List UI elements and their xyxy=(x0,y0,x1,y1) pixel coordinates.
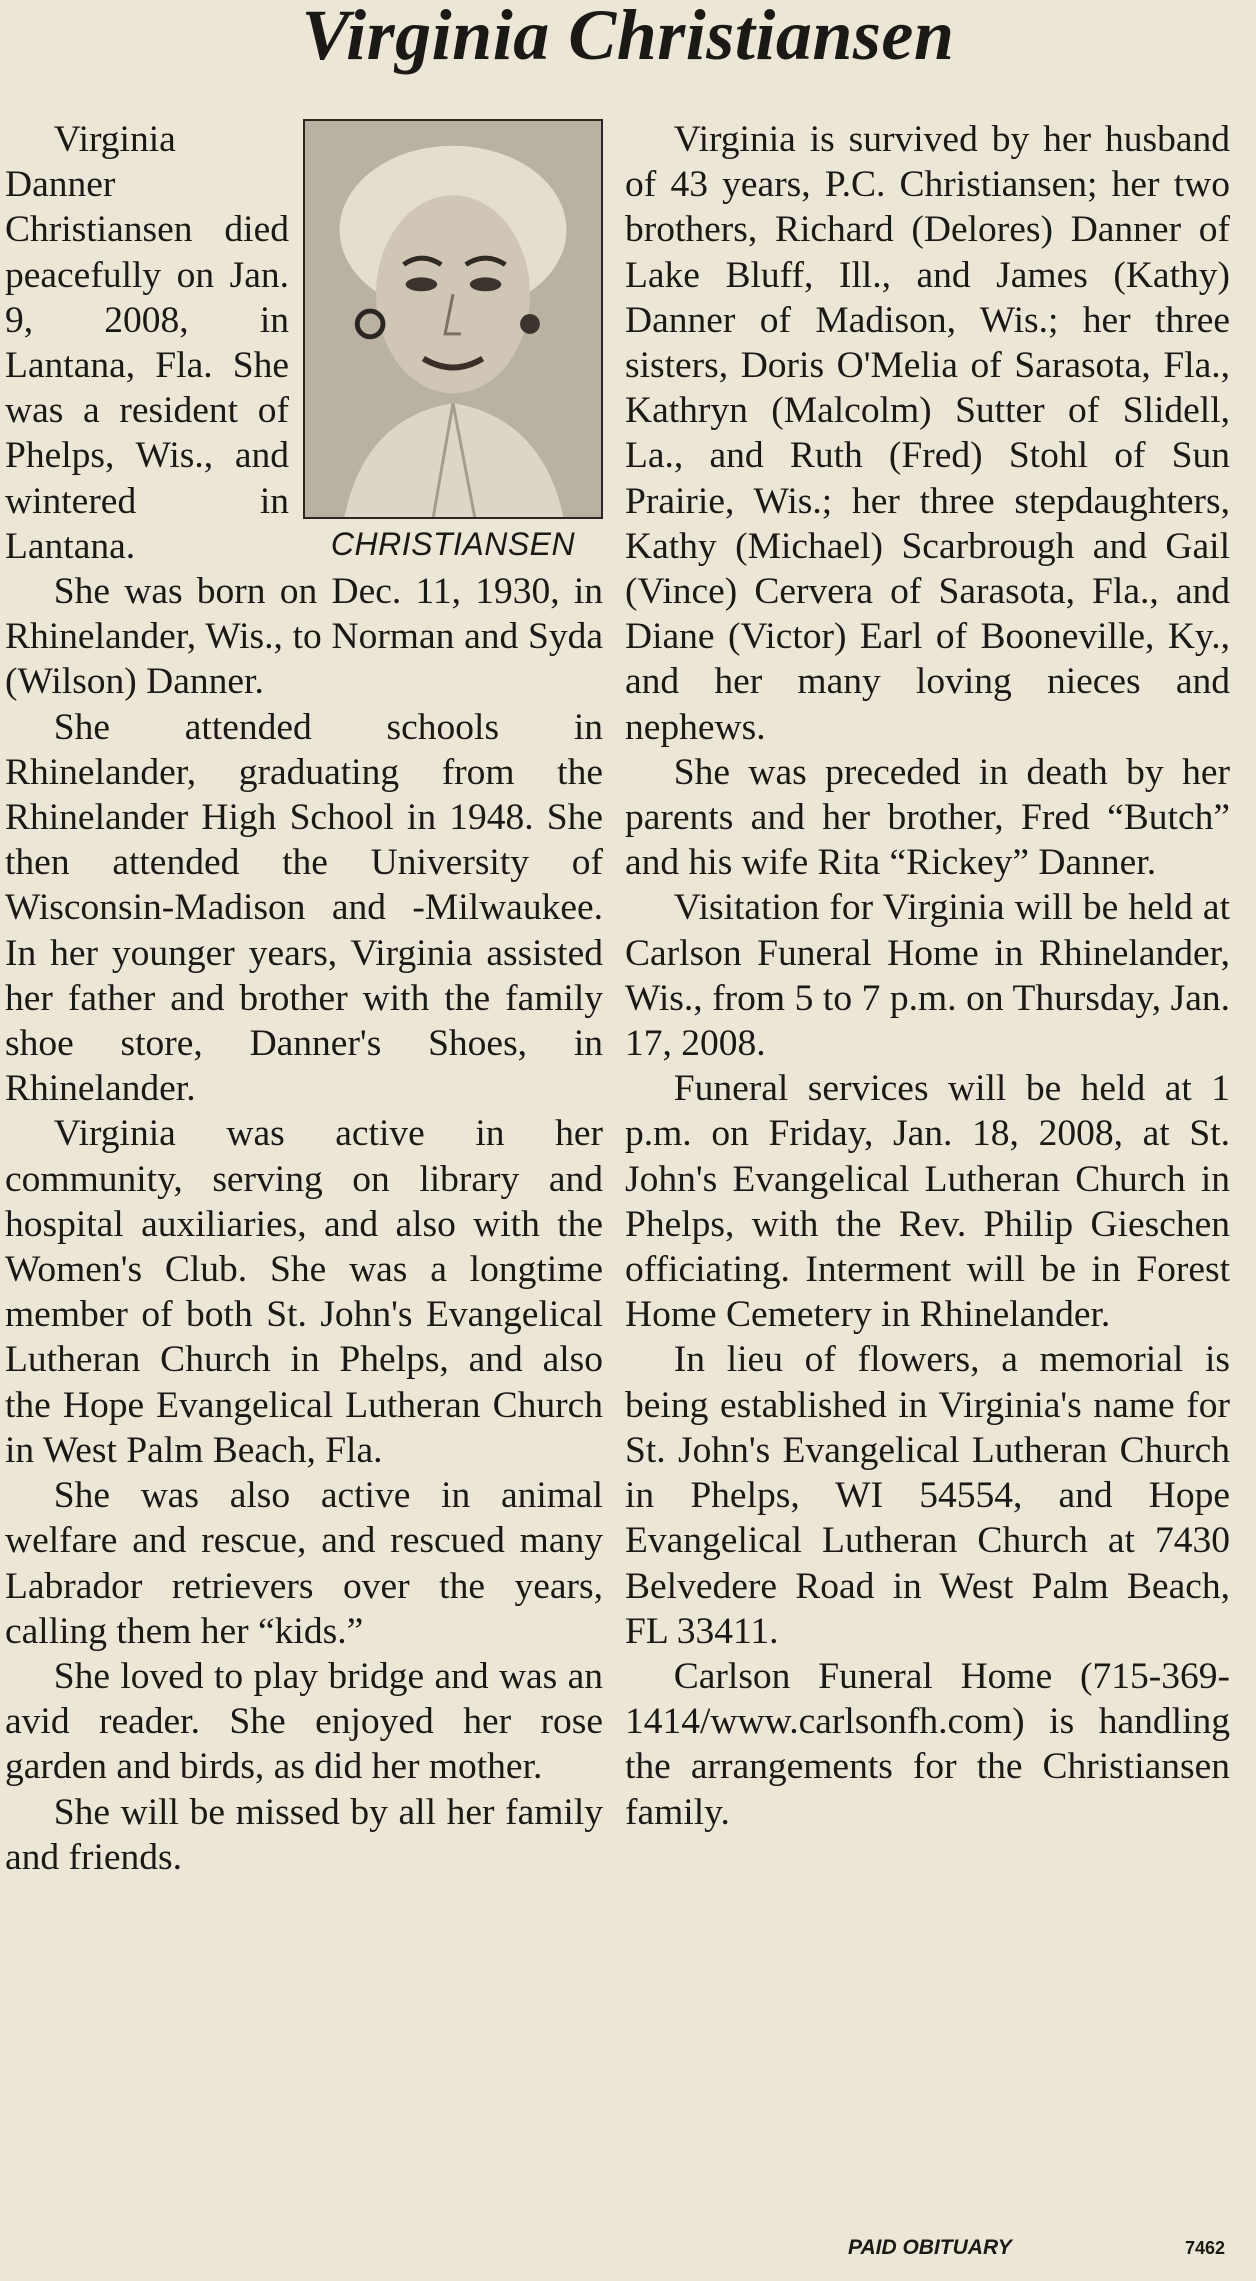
obituary-title: Virginia Christiansen xyxy=(301,0,955,75)
paragraph: Virginia is survived by her husband of 43 years, P.C. Christiansen; her two brothers, Richard (Delores) Danner of Lake Bluff, Ill., and James (Kathy) Danner of Madison, Wis.; her three sisters, Doris O'Melia of Sarasota, Fla., Kathryn (Malcolm) Sutter of Slidell, La., and Ruth (Fred) Stohl of Sun Prairie, Wis.; her three stepdaughters, Kathy (Michael) Scarbrough and Gail (Vince) Cervera of Sarasota, Fla., and Diane (Victor) Earl of Booneville, Ky., and her many loving nieces and nephews. xyxy=(625,119,1230,748)
paragraph: Virginia was active in her community, serving on library and hospital auxiliaries, and also with the Women's Club. She was a longtime member of both St. John's Evangelical Lutheran Church in Phelps, and also the Hope Evangelical Lutheran Church in West Palm Beach, Fla. xyxy=(5,1113,603,1471)
portrait-photo xyxy=(303,119,603,519)
paragraph: Funeral services will be held at 1 p.m. on Friday, Jan. 18, 2008, at St. John's Evangelical Lutheran Church in Phelps, with the Rev. Philip Gieschen officiating. Interment will be in Forest Home Cemetery in Rhinelander. xyxy=(625,1068,1230,1336)
paragraph: She was also active in animal welfare and rescue, and rescued many Labrador retrievers over the years, calling them her “kids.” xyxy=(5,1475,603,1652)
portrait-caption: CHRISTIANSEN xyxy=(330,526,576,562)
right-column xyxy=(625,117,1230,1835)
paragraph: She was preceded in death by her parents and her brother, Fred “Butch” and his wife Rita “Rickey” Danner. xyxy=(625,751,1230,884)
ad-code: 7462 xyxy=(1185,2238,1226,2258)
paragraph: She attended schools in Rhinelander, graduating from the Rhinelander High School in 1948. She then attended the University of Wisconsin-Madison and -Milwaukee. In her younger years, Virginia assisted her father and brother with the family shoe store, Danner's Shoes, in Rhinelander. xyxy=(5,706,603,1110)
paragraph: Virginia Danner Christiansen died peacefully on Jan. 9, 2008, in Lantana, Fla. She was a resident of Phelps, Wis., and wintered in Lantana. xyxy=(5,119,289,567)
portrait-image xyxy=(305,121,601,517)
paragraph: She loved to play bridge and was an avid reader. She enjoyed her rose garden and birds, as did her mother. xyxy=(5,1655,603,1788)
paragraph: She will be missed by all her family and friends. xyxy=(5,1791,603,1878)
left-column xyxy=(5,117,603,1880)
paragraph: She was born on Dec. 11, 1930, in Rhinelander, Wis., to Norman and Syda (Wilson) Danner. xyxy=(5,571,603,703)
paragraph: Visitation for Virginia will be held at Carlson Funeral Home in Rhinelander, Wis., from 5 to 7 p.m. on Thursday, Jan. 17, 2008. xyxy=(625,887,1230,1065)
paid-obituary-label: PAID OBITUARY xyxy=(848,2236,1012,2259)
paragraph: In lieu of flowers, a memorial is being established in Virginia's name for St. John's Evangelical Lutheran Church in Phelps, WI 54554, and Hope Evangelical Lutheran Church at 7430 Belvedere Road in West Palm Beach, FL 33411. xyxy=(625,1339,1230,1652)
paragraph: Carlson Funeral Home (715-369-1414/www.carlsonfh.com) is handling the arrangements for the Christiansen family. xyxy=(625,1655,1230,1833)
portrait-block xyxy=(303,119,603,562)
